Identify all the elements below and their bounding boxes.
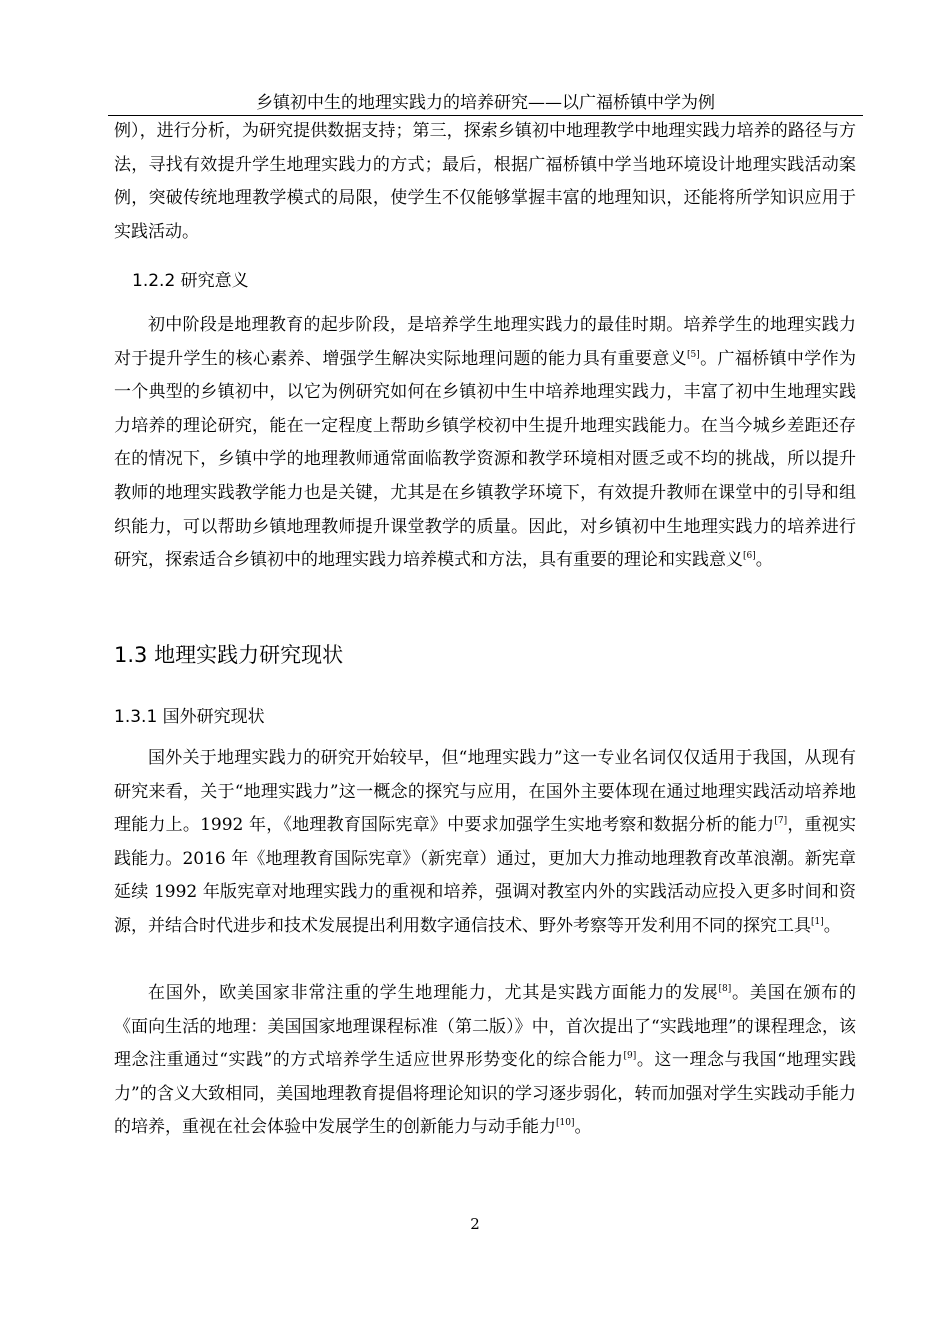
text-segment: 在国外，欧美国家非常注重的学生地理能力，尤其是实践方面能力的发展 [148, 983, 719, 1003]
text-segment: 。 [574, 1117, 592, 1138]
citation-ref: [5] [686, 349, 700, 360]
text-segment: 。美国在颁布的《面向生活的地理：美国国家地理课程标准（第二版）》中，首次提出了“实践地理”的课程理念，该理念注重通过“实践”的方式培养学生适应世界形势变化的综合能力 [114, 983, 857, 1071]
text-segment: 。 [823, 915, 841, 936]
page-number: 2 [470, 1215, 480, 1233]
citation-ref: [9] [623, 1051, 637, 1062]
heading-1-2-2: 1.2.2 研究意义 [132, 271, 249, 291]
citation-ref: [10] [556, 1118, 575, 1129]
text-segment: ，重视实践能力。2016 年《地理教育国际宪章》（新宪章）通过，更加大力推动地理教育改革浪潮。新宪章延续 1992 年版宪章对地理实践力的重视和培养，强调对教室内外的实践活动应投入更多时间和资源，并结合时代进步和技术发展提出利用数字通信技术、野外考察等开发利用不同的探究工具 [114, 815, 856, 936]
heading-1-3: 1.3 地理实践力研究现状 [114, 643, 344, 667]
text-segment: 。广福桥镇中学作为一个典型的乡镇初中，以它为例研究如何在乡镇初中生中培养地理实践力，丰富了初中生地理实践力培养的理论研究，能在一定程度上帮助乡镇学校初中生提升地理实践能力。在当今城乡差距还存在的情况下，乡镇中学的地理教师通常面临教学资源和教学环境相对匮乏或不均的挑战，所以提升教师的地理实践教学能力也是关键，尤其是在乡镇教学环境下，有效提升教师在课堂中的引导和组织能力，可以帮助乡镇地理教师提升课堂教学的质量。因此，对乡镇初中生地理实践力的培养进行研究，探索适合乡镇初中的地理实践力培养模式和方法，具有重要的理论和实践意义 [114, 348, 857, 571]
running-header: 乡镇初中生的地理实践力的培养研究——以广福桥镇中学为例 [256, 93, 715, 113]
text-segment: 。这一理念与我国“地理实践力”的含义大致相同，美国地理教育提倡将理论知识的学习逐步弱化，转而加强对学生实践动手能力的培养，重视在社会体验中发展学生的创新能力与动手能力 [114, 1050, 856, 1138]
paragraph-foreign-research-2 [114, 977, 856, 1145]
text-segment: 国外关于地理实践力的研究开始较早，但“地理实践力”这一专业名词仅仅适用于我国，从现有研究来看，关于“地理实践力”这一概念的探究与应用，在国外主要体现在通过地理实践活动培养地理能力上。1992 年，《地理教育国际宪章》中要求加强学生实地考察和数据分析的能力 [114, 748, 856, 836]
paragraph-research-significance [114, 309, 856, 578]
paragraph-foreign-research-1 [114, 742, 856, 944]
paragraph-continued: 例），进行分析，为研究提供数据支持；第三，探索乡镇初中地理教学中地理实践力培养的路径与方法，寻找有效提升学生地理实践力的方式；最后，根据广福桥镇中学当地环境设计地理实践活动案例，突破传统地理教学模式的局限，使学生不仅能够掌握丰富的地理知识，还能将所学知识应用于实践活动。 [114, 121, 856, 242]
citation-ref: [1] [811, 916, 824, 927]
text-segment: 。 [755, 550, 773, 571]
citation-ref: [6] [743, 551, 756, 562]
citation-ref: [8] [718, 984, 732, 994]
citation-ref: [7] [774, 816, 788, 827]
text-segment: 初中阶段是地理教育的起步阶段，是培养学生地理实践力的最佳时期。培养学生的地理实践力对于提升学生的核心素养、增强学生解决实际地理问题的能力具有重要意义 [114, 315, 856, 369]
heading-1-3-1: 1.3.1 国外研究现状 [114, 707, 265, 727]
